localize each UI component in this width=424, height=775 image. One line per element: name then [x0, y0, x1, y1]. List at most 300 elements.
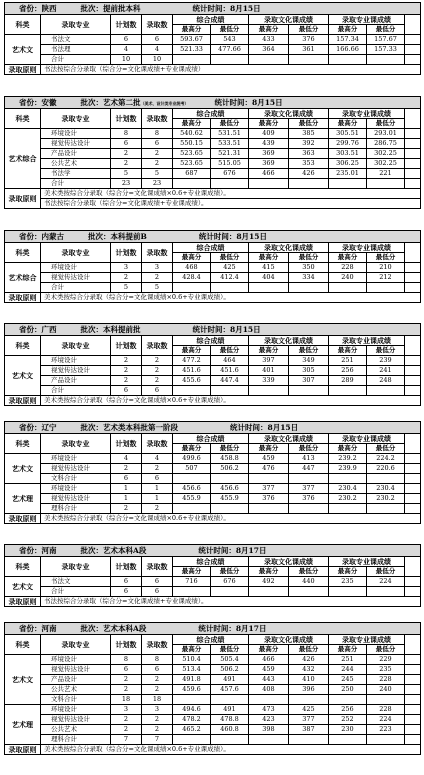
empty-cell: [405, 695, 421, 705]
time-label: 统计时间：: [192, 324, 230, 334]
empty-cell: [405, 35, 421, 45]
score-cell: 2: [142, 464, 173, 474]
empty-cell: [405, 454, 421, 464]
empty-cell: [405, 109, 421, 129]
empty-cell: [405, 484, 421, 494]
score-cell: [329, 695, 367, 705]
score-cell: 4: [142, 454, 173, 464]
max-score-header: 最高分: [249, 25, 289, 35]
culture-score-header: 录取文化课成绩: [249, 434, 329, 444]
batch-value: 本科提前B: [110, 231, 147, 241]
batch-value: 本科提前批: [103, 324, 141, 334]
header-row: [5, 15, 421, 25]
score-cell: 531.51: [211, 129, 249, 139]
score-cell: [289, 735, 329, 745]
score-cell: 458.8: [211, 454, 249, 464]
score-cell: 523.65: [173, 149, 211, 159]
score-cell: 543: [211, 35, 249, 45]
max-score-header: 最高分: [249, 567, 289, 577]
score-cell: [289, 695, 329, 705]
score-cell: 3: [142, 705, 173, 715]
min-score-header: 最低分: [211, 25, 249, 35]
category-header: 科类: [5, 635, 41, 655]
score-cell: [289, 474, 329, 484]
score-cell: 230.2: [329, 494, 367, 504]
score-cell: 350: [289, 263, 329, 273]
empty-cell: [405, 129, 421, 139]
score-cell: [367, 283, 405, 293]
category-cell: 艺术理: [5, 484, 41, 514]
empty-cell: [405, 45, 421, 55]
rule-label: 录取原则: [5, 65, 41, 75]
batch-value: 艺术类本科批第一阶段: [103, 422, 178, 432]
category-cell: 艺术综合: [5, 129, 41, 189]
major-cell: 理科合计: [41, 735, 111, 745]
score-cell: 377: [289, 715, 329, 725]
score-cell: 18: [111, 695, 142, 705]
score-cell: 443: [249, 675, 289, 685]
major-cell: 合计: [41, 55, 111, 65]
admission-table: [4, 96, 421, 209]
category-header: 科类: [5, 557, 41, 577]
major-cell: 视觉传达设计: [41, 715, 111, 725]
rule-text: 美术类按综合分录取（综合分=文化课成绩×0.6+专业课成绩）。: [41, 745, 421, 755]
score-cell: 228: [329, 263, 367, 273]
score-cell: 2: [111, 366, 142, 376]
score-cell: 2: [111, 504, 142, 514]
score-cell: 423: [249, 715, 289, 725]
score-cell: 364: [249, 45, 289, 55]
score-cell: 23: [111, 179, 142, 189]
score-cell: [211, 474, 249, 484]
score-cell: 6: [142, 139, 173, 149]
empty-cell: [405, 55, 421, 65]
time-label: 统计时间：: [198, 623, 236, 633]
professional-score-header: 录取专业课成绩: [329, 243, 405, 253]
max-score-header: 最高分: [173, 444, 211, 454]
category-cell: 艺术文: [5, 454, 41, 484]
table-row: [5, 587, 421, 597]
score-cell: 447: [289, 464, 329, 474]
table-row: [5, 149, 421, 159]
score-cell: 6: [142, 35, 173, 45]
score-cell: 5: [111, 169, 142, 179]
score-cell: 230.2: [367, 494, 405, 504]
table-row: [5, 35, 421, 45]
min-score-header: 最低分: [289, 346, 329, 356]
header-row: [5, 434, 421, 444]
empty-cell: [405, 635, 421, 655]
rule-text: 美术类按综合分录取（综合分=文化课成绩×0.6+专业课成绩）。: [41, 293, 421, 303]
score-cell: [367, 55, 405, 65]
score-cell: [367, 735, 405, 745]
table-row: [5, 45, 421, 55]
score-cell: 4: [111, 45, 142, 55]
major-cell: 理科合计: [41, 504, 111, 514]
score-cell: 409: [249, 129, 289, 139]
empty-cell: [405, 376, 421, 386]
score-cell: 676: [211, 577, 249, 587]
score-cell: 221: [367, 169, 405, 179]
score-cell: 23: [142, 179, 173, 189]
score-cell: 361: [289, 45, 329, 55]
major-cell: 合计: [41, 179, 111, 189]
rule-text: 书法按综合分录取（综合分=文化课成绩+专业课成绩）。: [41, 597, 421, 607]
combined-score-header: 综合成绩: [173, 635, 249, 645]
major-cell: 环境设计: [41, 129, 111, 139]
rule-row: [5, 597, 421, 607]
score-cell: 239.9: [329, 464, 367, 474]
score-cell: 299.76: [329, 139, 367, 149]
admission-section: [4, 421, 420, 524]
table-row: [5, 273, 421, 283]
max-score-header: 最高分: [249, 119, 289, 129]
score-cell: 6: [111, 474, 142, 484]
score-cell: 2: [111, 149, 142, 159]
score-cell: 521.31: [211, 149, 249, 159]
major-header: 录取专业: [41, 109, 111, 129]
section-title-row: [5, 545, 421, 557]
score-cell: [249, 587, 289, 597]
score-cell: [249, 283, 289, 293]
header-row: [5, 635, 421, 645]
score-cell: [211, 504, 249, 514]
score-cell: 230.4: [367, 484, 405, 494]
empty-cell: [405, 283, 421, 293]
score-cell: 397: [249, 356, 289, 366]
empty-cell: [405, 243, 421, 263]
score-cell: 2: [142, 159, 173, 169]
score-cell: 2: [111, 356, 142, 366]
category-header: 科类: [5, 336, 41, 356]
category-cell: 艺术文: [5, 356, 41, 396]
score-cell: 491: [211, 675, 249, 685]
score-cell: [211, 587, 249, 597]
score-cell: 521.33: [173, 45, 211, 55]
score-cell: 229: [367, 655, 405, 665]
batch-label: 批次：: [80, 97, 103, 107]
time-label: 统计时间：: [198, 231, 237, 241]
score-cell: 305.51: [329, 129, 367, 139]
major-cell: 公共艺术: [41, 685, 111, 695]
score-cell: [329, 283, 367, 293]
score-cell: 491: [211, 705, 249, 715]
admitted-header: 录取数: [142, 243, 173, 263]
culture-score-header: 录取文化课成绩: [249, 336, 329, 346]
min-score-header: 最低分: [211, 346, 249, 356]
admitted-header: 录取数: [142, 15, 173, 35]
score-cell: 385: [289, 129, 329, 139]
table-row: [5, 655, 421, 665]
header-row: [5, 243, 421, 253]
rule-row: [5, 514, 421, 524]
score-cell: 456.6: [173, 484, 211, 494]
score-cell: 10: [142, 55, 173, 65]
empty-cell: [405, 655, 421, 665]
score-cell: 223: [367, 725, 405, 735]
score-cell: [289, 179, 329, 189]
admitted-header: 录取数: [142, 635, 173, 655]
score-cell: 494.6: [173, 705, 211, 715]
plan-header: 计划数: [111, 243, 142, 263]
score-cell: 244: [329, 665, 367, 675]
empty-cell: [405, 557, 421, 577]
score-cell: 473: [249, 705, 289, 715]
section-title-row: [5, 324, 421, 336]
empty-cell: [405, 263, 421, 273]
score-cell: 293.01: [367, 129, 405, 139]
major-header: 录取专业: [41, 635, 111, 655]
score-cell: 369: [249, 159, 289, 169]
category-header: 科类: [5, 434, 41, 454]
score-cell: 286.75: [367, 139, 405, 149]
section-title: [5, 623, 421, 635]
score-cell: [173, 386, 211, 396]
professional-score-header: 录取专业课成绩: [329, 635, 405, 645]
score-cell: 466: [249, 169, 289, 179]
score-cell: 716: [173, 577, 211, 587]
table-row: [5, 283, 421, 293]
max-score-header: 最高分: [329, 645, 367, 655]
score-cell: 306.25: [329, 159, 367, 169]
province-label: 省份：: [19, 3, 42, 13]
score-cell: [249, 504, 289, 514]
score-cell: 235: [367, 665, 405, 675]
score-cell: 2: [142, 725, 173, 735]
score-cell: 4: [142, 45, 173, 55]
empty-cell: [405, 705, 421, 715]
table-row: [5, 685, 421, 695]
score-cell: 408: [249, 685, 289, 695]
min-score-header: 最低分: [367, 346, 405, 356]
score-cell: 245: [329, 675, 367, 685]
table-row: [5, 705, 421, 715]
score-cell: 157.34: [329, 35, 367, 45]
score-cell: 157.67: [367, 35, 405, 45]
table-row: [5, 263, 421, 273]
category-cell: 艺术理: [5, 705, 41, 745]
empty-cell: [405, 434, 421, 454]
admission-table: [4, 323, 421, 406]
score-cell: 513.4: [173, 665, 211, 675]
admitted-header: 录取数: [142, 109, 173, 129]
empty-cell: [405, 474, 421, 484]
empty-cell: [405, 494, 421, 504]
rule-row: [5, 293, 421, 303]
province-value: 辽宁: [41, 422, 57, 432]
score-cell: 396: [289, 685, 329, 695]
score-cell: [211, 735, 249, 745]
empty-cell: [405, 356, 421, 366]
empty-cell: [405, 15, 421, 35]
major-cell: 书法文: [41, 35, 111, 45]
score-cell: 505.4: [211, 655, 249, 665]
plan-header: 计划数: [111, 434, 142, 454]
plan-header: 计划数: [111, 109, 142, 129]
section-title: [5, 97, 421, 109]
score-cell: 468: [173, 263, 211, 273]
table-row: [5, 665, 421, 675]
score-cell: 6: [111, 35, 142, 45]
score-cell: 2: [142, 715, 173, 725]
score-cell: 235: [329, 577, 367, 587]
score-cell: 4: [111, 454, 142, 464]
major-cell: 视觉传达设计: [41, 464, 111, 474]
score-cell: 334: [289, 273, 329, 283]
culture-score-header: 录取文化课成绩: [249, 15, 329, 25]
score-cell: 166.66: [329, 45, 367, 55]
score-cell: 412.4: [211, 273, 249, 283]
score-cell: 6: [142, 577, 173, 587]
table-row: [5, 735, 421, 745]
rule-text: 书法按综合分录取（综合分=文化课成绩+专业课成绩）。: [41, 199, 421, 209]
province-value: 广西: [41, 324, 57, 334]
admission-section: [4, 622, 420, 755]
time-value: 8月15日: [236, 231, 267, 241]
score-cell: 8: [142, 129, 173, 139]
min-score-header: 最低分: [367, 119, 405, 129]
time-label: 统计时间：: [230, 422, 268, 432]
empty-cell: [405, 169, 421, 179]
score-cell: 2: [111, 273, 142, 283]
max-score-header: 最高分: [329, 346, 367, 356]
professional-score-header: 录取专业课成绩: [329, 434, 405, 444]
major-cell: 产品设计: [41, 149, 111, 159]
major-cell: 文科合计: [41, 695, 111, 705]
min-score-header: 最低分: [289, 25, 329, 35]
major-cell: 书法文: [41, 577, 111, 587]
major-cell: 产品设计: [41, 675, 111, 685]
score-cell: 2: [142, 149, 173, 159]
score-cell: 507: [173, 464, 211, 474]
major-cell: 文科合计: [41, 474, 111, 484]
score-cell: [367, 587, 405, 597]
empty-cell: [405, 665, 421, 675]
score-cell: 6: [111, 386, 142, 396]
category-cell: 艺术综合: [5, 263, 41, 293]
table-row: [5, 494, 421, 504]
max-score-header: 最高分: [173, 253, 211, 263]
score-cell: [249, 695, 289, 705]
score-cell: 251: [329, 655, 367, 665]
time-label: 统计时间：: [192, 3, 230, 13]
score-cell: 687: [173, 169, 211, 179]
score-cell: 2: [111, 376, 142, 386]
score-cell: 230.4: [329, 484, 367, 494]
score-cell: 363: [289, 149, 329, 159]
empty-cell: [405, 139, 421, 149]
rule-row: [5, 199, 421, 209]
professional-score-header: 录取专业课成绩: [329, 15, 405, 25]
min-score-header: 最低分: [289, 253, 329, 263]
score-cell: 1: [111, 484, 142, 494]
max-score-header: 最高分: [329, 25, 367, 35]
score-cell: 2: [142, 685, 173, 695]
score-cell: 377: [289, 484, 329, 494]
score-cell: [249, 735, 289, 745]
min-score-header: 最低分: [367, 253, 405, 263]
table-row: [5, 474, 421, 484]
score-cell: 228: [367, 705, 405, 715]
time-value: 8月15日: [267, 422, 299, 432]
score-cell: 491.8: [173, 675, 211, 685]
combined-score-header: 综合成绩: [173, 15, 249, 25]
major-cell: 视觉传达设计: [41, 494, 111, 504]
max-score-header: 最高分: [173, 645, 211, 655]
score-cell: 303.51: [329, 149, 367, 159]
score-cell: 506.2: [211, 665, 249, 675]
score-cell: 440: [289, 577, 329, 587]
time-label: 统计时间：: [198, 545, 236, 555]
score-cell: 447.4: [211, 376, 249, 386]
score-cell: [249, 386, 289, 396]
score-cell: 6: [142, 474, 173, 484]
score-cell: 212: [367, 273, 405, 283]
header-row: [5, 109, 421, 119]
score-cell: 305: [289, 366, 329, 376]
score-cell: 18: [142, 695, 173, 705]
min-score-header: 最低分: [367, 645, 405, 655]
combined-score-header: 综合成绩: [173, 243, 249, 253]
score-cell: 2: [142, 504, 173, 514]
score-cell: 6: [142, 665, 173, 675]
min-score-header: 最低分: [289, 645, 329, 655]
score-cell: 510.4: [173, 655, 211, 665]
min-score-header: 最低分: [211, 645, 249, 655]
section-title: [5, 545, 421, 557]
major-cell: 产品设计: [41, 376, 111, 386]
score-cell: 455.9: [173, 494, 211, 504]
max-score-header: 最高分: [329, 567, 367, 577]
table-row: [5, 577, 421, 587]
score-cell: 404: [249, 273, 289, 283]
province-value: 安徽: [41, 97, 57, 107]
major-cell: 环境设计: [41, 356, 111, 366]
empty-cell: [405, 715, 421, 725]
score-cell: 459.6: [173, 685, 211, 695]
section-title: [5, 422, 421, 434]
empty-cell: [405, 587, 421, 597]
score-cell: [173, 587, 211, 597]
score-cell: 425: [211, 263, 249, 273]
major-header: 录取专业: [41, 336, 111, 356]
score-cell: 10: [111, 55, 142, 65]
max-score-header: 最高分: [249, 253, 289, 263]
admission-table: [4, 544, 421, 607]
major-cell: 环境设计: [41, 655, 111, 665]
score-cell: 476: [249, 464, 289, 474]
category-cell: 艺术文: [5, 35, 41, 65]
score-cell: 241: [367, 366, 405, 376]
score-cell: [173, 695, 211, 705]
score-cell: 6: [111, 665, 142, 675]
score-cell: 457.6: [211, 685, 249, 695]
batch-value: 艺术第二批: [103, 97, 141, 107]
score-cell: 235.01: [329, 169, 367, 179]
time-value: 8月15日: [230, 3, 261, 13]
admitted-header: 录取数: [142, 434, 173, 454]
score-cell: 6: [142, 587, 173, 597]
table-row: [5, 504, 421, 514]
section-title-row: [5, 623, 421, 635]
rule-label: 录取原则: [5, 293, 41, 303]
score-cell: [329, 504, 367, 514]
min-score-header: 最低分: [211, 444, 249, 454]
score-cell: [173, 283, 211, 293]
section-title-row: [5, 231, 421, 243]
score-cell: [367, 474, 405, 484]
score-cell: 224: [367, 577, 405, 587]
